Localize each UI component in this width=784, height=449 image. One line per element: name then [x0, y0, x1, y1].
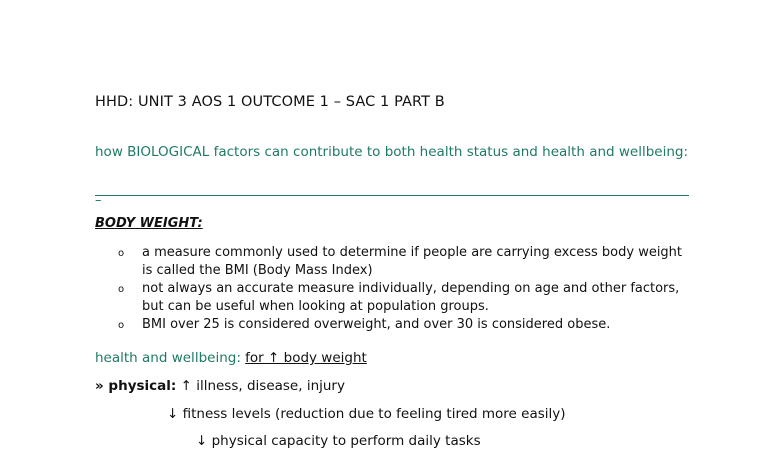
bullet-text: BMI over 25 is considered overweight, and over 30 is considered obese.: [142, 317, 611, 332]
bullet-marker-icon: o: [118, 320, 125, 331]
bullet-marker-icon: o: [118, 248, 125, 259]
rule-dash: –: [95, 193, 102, 208]
capacity-line: ↓ physical capacity to perform daily tasks: [196, 433, 481, 449]
physical-label: » physical:: [95, 378, 177, 394]
bullet-list: [115, 244, 695, 334]
health-label: health and wellbeing:: [95, 350, 241, 366]
body-weight-link[interactable]: for ↑ body weight: [245, 350, 367, 366]
list-item: [115, 280, 695, 316]
physical-text: ↑ illness, disease, injury: [180, 378, 345, 394]
section-heading: BODY WEIGHT:: [95, 216, 203, 231]
horizontal-rule: [95, 195, 689, 196]
list-item: [115, 244, 695, 280]
health-wellbeing-line: [95, 350, 367, 366]
bullet-text: a measure commonly used to determine if people are carrying excess body weight is called the BMI (Body Mass Index): [142, 245, 683, 278]
document-title: HHD: UNIT 3 AOS 1 OUTCOME 1 – SAC 1 PART B: [95, 94, 445, 110]
physical-line: [95, 378, 345, 394]
list-item: [115, 316, 695, 334]
bullet-marker-icon: o: [118, 284, 125, 295]
intro-text: how BIOLOGICAL factors can contribute to both health status and health and wellbeing:: [95, 144, 689, 160]
bullet-text: not always an accurate measure individually, depending on age and other factors, but can be useful when looking at population groups.: [142, 281, 680, 314]
fitness-line: ↓ fitness levels (reduction due to feeling tired more easily): [167, 406, 566, 422]
